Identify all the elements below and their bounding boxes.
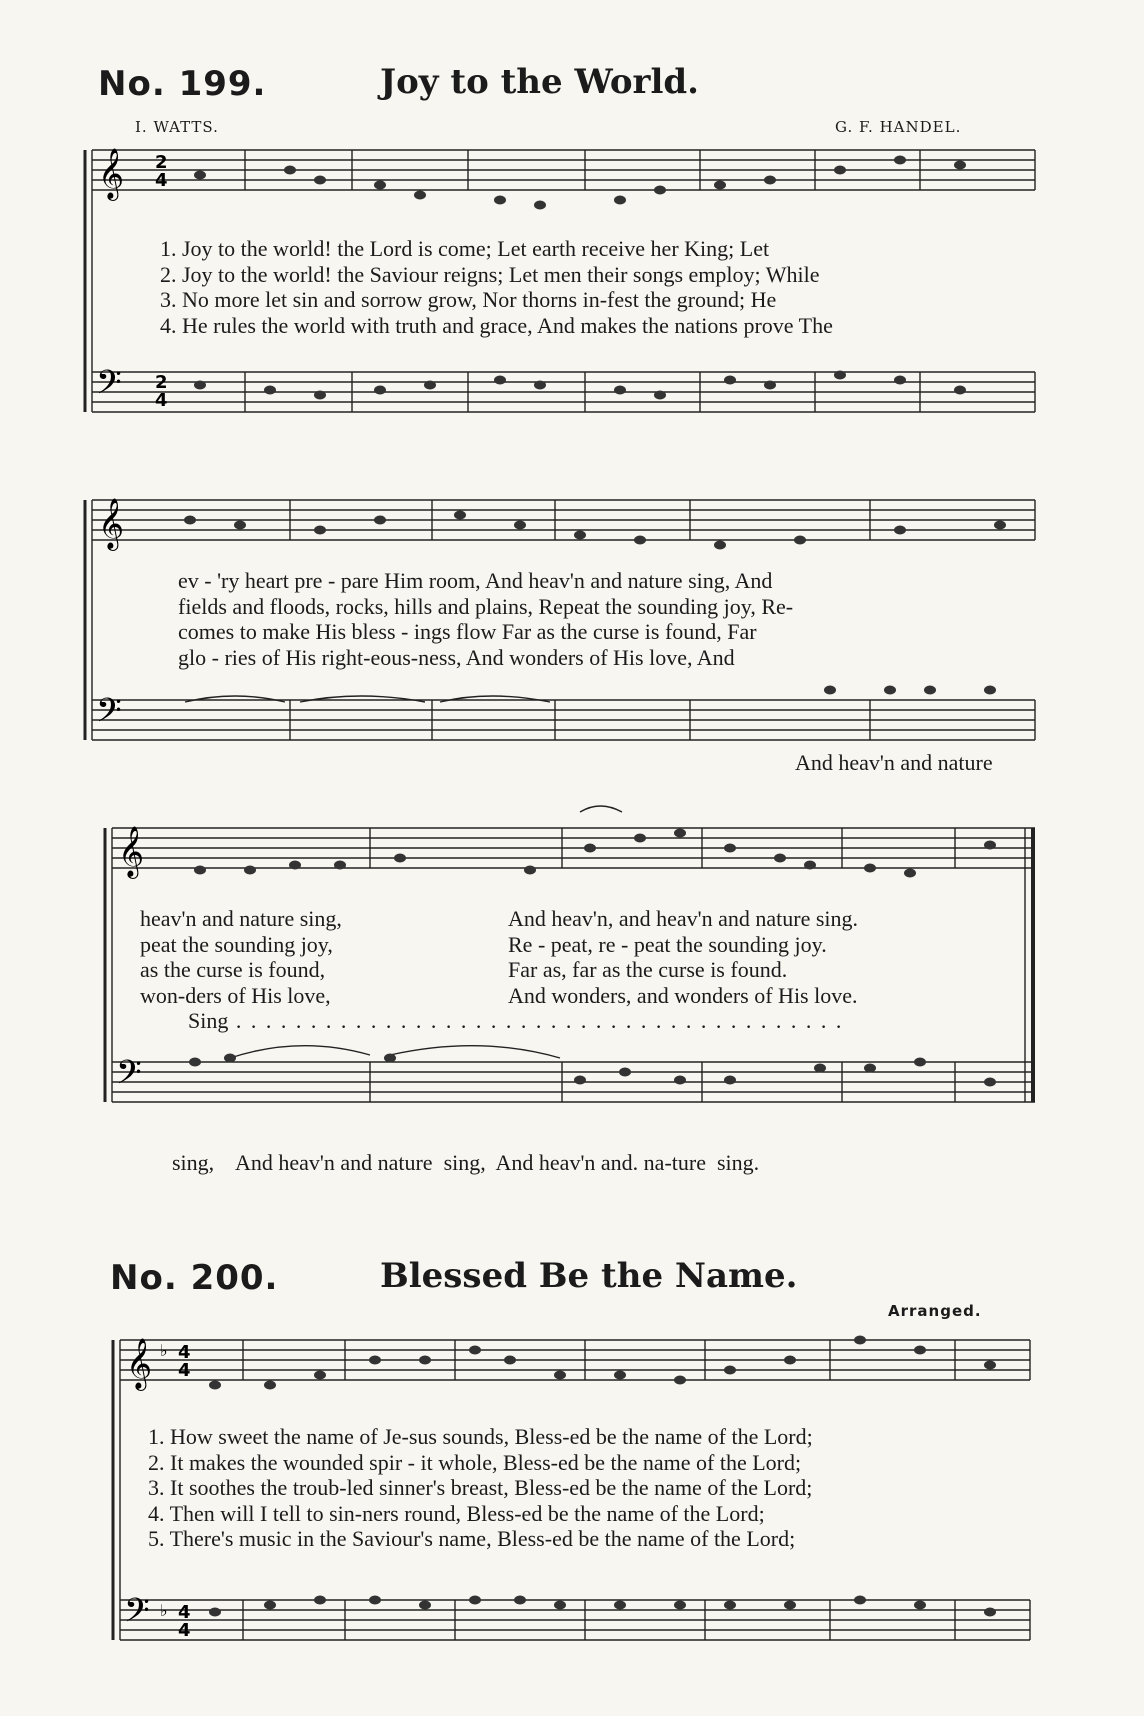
hymn-199-title: Joy to the World. — [380, 62, 699, 102]
svg-text:♭: ♭ — [160, 1341, 168, 1360]
hymn-199-author: I. WATTS. — [135, 118, 219, 136]
verse-line: 4. Then will I tell to sin-ners round, Bless-ed be the name of the Lord; — [148, 1500, 765, 1526]
hymn-199-number: No. 199. — [98, 64, 267, 104]
verse-line: Far as, far as the curse is found. — [508, 957, 788, 982]
svg-text:4: 4 — [178, 1342, 191, 1363]
verse-line: glo - ries of His right-eous-ness, And wonders of His love, And — [178, 644, 735, 670]
svg-text:4: 4 — [178, 1602, 191, 1623]
svg-text:𝄢: 𝄢 — [124, 1592, 150, 1638]
hymn-200-number: No. 200. — [110, 1258, 279, 1298]
verse-line: comes to make His bless - ings flow Far as the curse is found, Far — [178, 619, 757, 644]
sing-label: Sing — [188, 1008, 229, 1033]
verse-line: 3. It soothes the troub-led sinner's breast, Bless-ed be the name of the Lord; — [148, 1475, 813, 1500]
hymn-200-title: Blessed Be the Name. — [380, 1256, 798, 1296]
verse-line: 5. There's music in the Saviour's name, Bless-ed be the name of the Lord; — [148, 1526, 796, 1551]
verse-line: heav'n and nature sing, — [140, 906, 342, 931]
hymn-199-composer: G. F. HANDEL. — [835, 118, 962, 136]
verse-line: ev - 'ry heart pre - pare Him room, And heav'n and nature sing, And — [178, 568, 773, 593]
svg-text:𝄞: 𝄞 — [98, 498, 125, 549]
verse-line: And heav'n, and heav'n and nature sing. — [508, 906, 859, 931]
hymn-199-system-3-bass-text: sing, And heav'n and nature sing, And heav'n and. na-ture sing. — [172, 1150, 760, 1175]
svg-text:𝄞: 𝄞 — [118, 826, 145, 877]
verse-line: fields and floods, rocks, hills and plains, Repeat the sounding joy, Re- — [178, 593, 794, 619]
sing-dotted-line: . . . . . . . . . . . . . . . . . . . . . . . . . . . . . . . . . . . . . . . . . — [228, 1008, 844, 1033]
verse-line: peat the sounding joy, — [140, 931, 333, 957]
svg-text:4: 4 — [178, 1620, 191, 1641]
svg-text:𝄢: 𝄢 — [96, 364, 122, 410]
hymn-199-system-2-bass-text: And heav'n and nature — [795, 750, 993, 775]
svg-text:𝄞: 𝄞 — [126, 1338, 153, 1389]
verse-line: won-ders of His love, — [140, 982, 331, 1008]
verse-line: And wonders, and wonders of His love. — [508, 982, 858, 1008]
hymn-200-verses — [148, 1424, 813, 1552]
svg-text:𝄢: 𝄢 — [116, 1054, 142, 1100]
verse-line: 1. Joy to the world! the Lord is come; Let earth receive her King; Let — [160, 236, 770, 261]
svg-text:2: 2 — [155, 372, 168, 393]
verse-line: as the curse is found, — [140, 957, 326, 982]
hymn-200-composer: Arranged. — [888, 1302, 982, 1320]
verse-line: Re - peat, re - peat the sounding joy. — [508, 931, 827, 957]
svg-text:4: 4 — [155, 170, 168, 191]
svg-text:𝄞: 𝄞 — [98, 148, 125, 199]
verse-line: 4. He rules the world with truth and grace, And makes the nations prove The — [160, 312, 833, 338]
verse-line: 1. How sweet the name of Je-sus sounds, Bless-ed be the name of the Lord; — [148, 1424, 813, 1449]
verse-line: 2. It makes the wounded spir - it whole, Bless-ed be the name of the Lord; — [148, 1449, 802, 1475]
svg-text:4: 4 — [155, 390, 168, 411]
svg-text:𝄢: 𝄢 — [96, 692, 122, 738]
verse-line: 2. Joy to the world! the Saviour reigns; Let men their songs employ; While — [160, 261, 820, 287]
svg-text:4: 4 — [178, 1360, 191, 1381]
verse-line: 3. No more let sin and sorrow grow, Nor thorns in-fest the ground; He — [160, 287, 777, 312]
svg-text:2: 2 — [155, 152, 168, 173]
svg-text:♭: ♭ — [160, 1601, 168, 1620]
